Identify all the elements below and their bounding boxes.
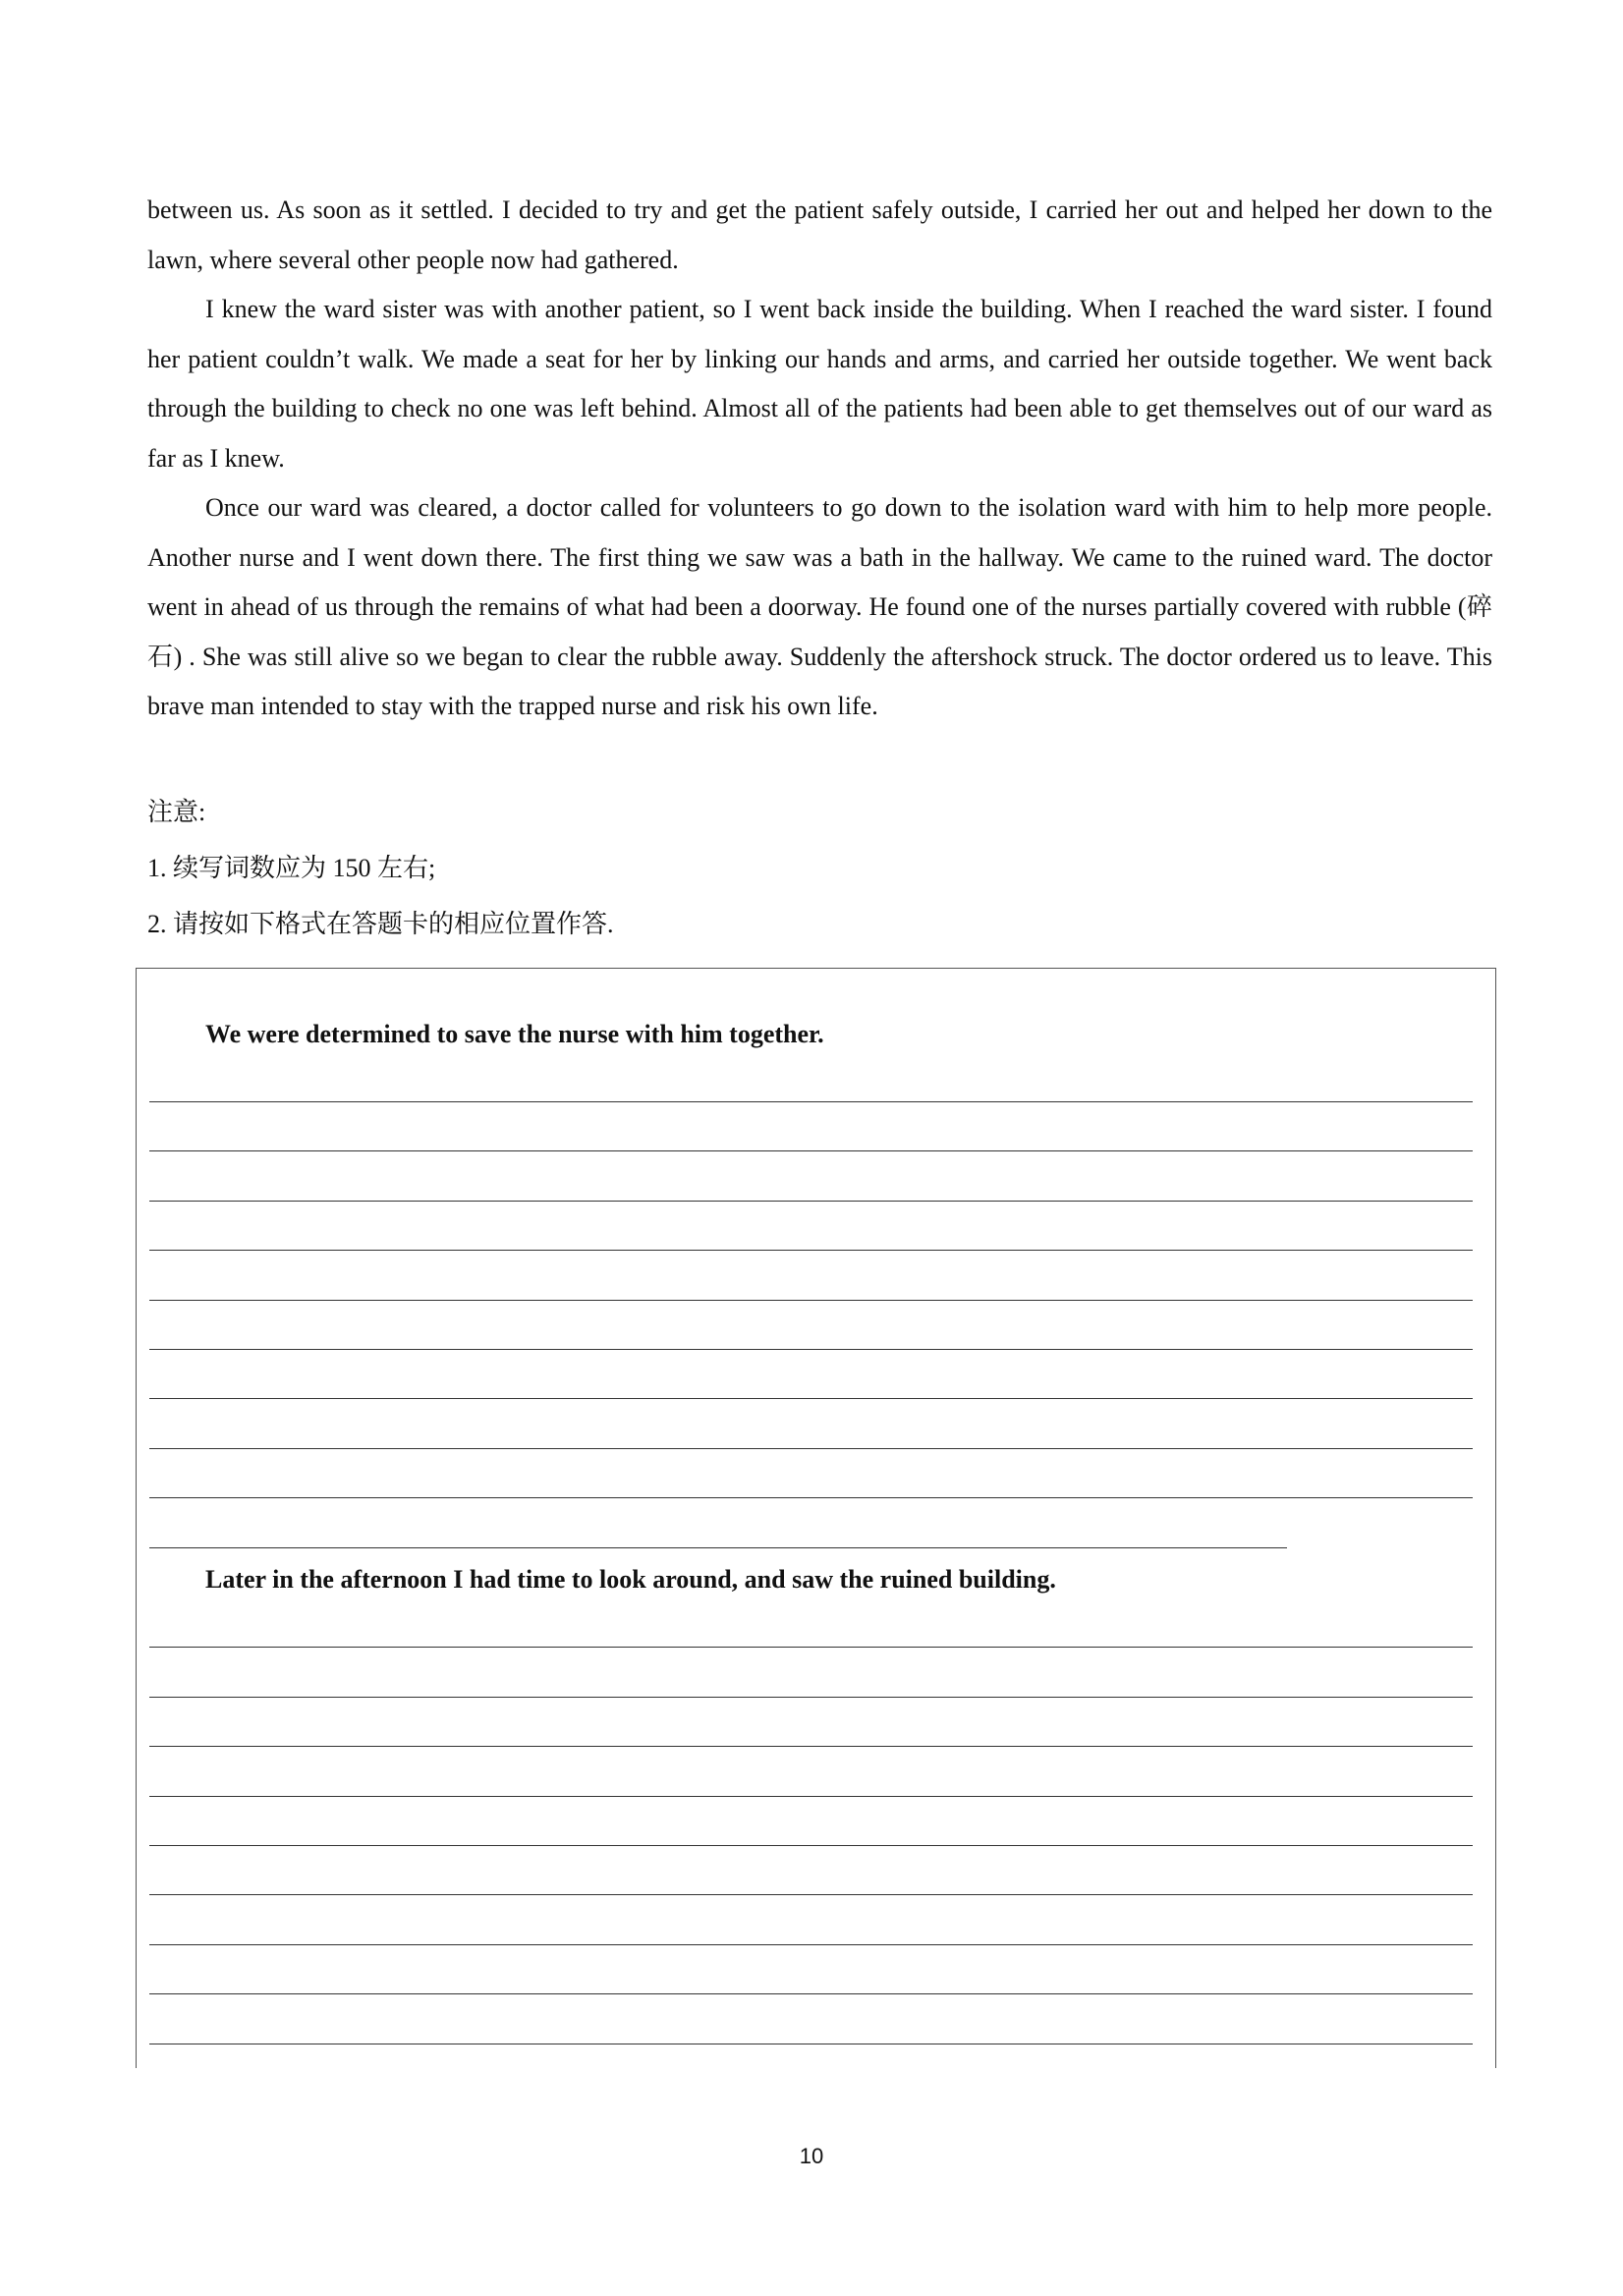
writing-line[interactable]: [149, 1746, 1473, 1747]
writing-line[interactable]: [149, 1497, 1473, 1498]
writing-line[interactable]: [149, 1150, 1473, 1151]
writing-line[interactable]: [149, 1944, 1473, 1945]
writing-line[interactable]: [149, 1547, 1287, 1548]
notes-heading: 注意:: [147, 798, 206, 826]
story-paragraph-1: between us. As soon as it settled. I decided to try and get the patient safely outside, I carried her out and helped her down to the lawn, where several other people now had gathered.: [147, 196, 1492, 274]
writing-line[interactable]: [149, 1250, 1473, 1251]
story-paragraph-2: I knew the ward sister was with another patient, so I went back inside the building. When I reached the ward sister. I found her patient couldn’t walk. We made a seat for her by linking our hands and arms, and carried her outside together. We went back through the building to check no one was left behind. Almost all of the patients had been able to get themselves out of our ward as far as I knew.: [147, 295, 1492, 473]
writing-line[interactable]: [149, 1101, 1473, 1102]
writing-line[interactable]: [149, 1845, 1473, 1846]
note-item-1: 1. 续写词数应为 150 左右;: [147, 854, 436, 882]
writing-line[interactable]: [149, 1697, 1473, 1698]
writing-line[interactable]: [149, 1796, 1473, 1797]
writing-line[interactable]: [149, 1201, 1473, 1202]
answer-box: [136, 968, 1496, 2068]
writing-line[interactable]: [149, 1894, 1473, 1895]
page-number: 10: [799, 2144, 824, 2168]
story-paragraph-3: Once our ward was cleared, a doctor called for volunteers to go down to the isolation ward with him to help more people. Another nurse and I went down there. The first thing we saw was a bath in the hallway. We came to the ruined ward. The doctor went in ahead of us through the remains of what had been a doorway. He found one of the nurses partially covered with rubble (碎石) . She was still alive so we began to clear the rubble away. Suddenly the aftershock struck. The doctor ordered us to leave. This brave man intended to stay with the trapped nurse and risk his own life.: [147, 493, 1492, 720]
writing-line[interactable]: [149, 1300, 1473, 1301]
writing-line[interactable]: [149, 1647, 1473, 1648]
writing-line[interactable]: [149, 1349, 1473, 1350]
note-item-2: 2. 请按如下格式在答题卡的相应位置作答.: [147, 910, 614, 938]
writing-line[interactable]: [149, 1448, 1473, 1449]
story-text: [147, 186, 1492, 732]
continuation-prompt-1: We were determined to save the nurse with him together.: [205, 1020, 824, 1048]
writing-line[interactable]: [149, 1398, 1473, 1399]
writing-line[interactable]: [149, 1993, 1473, 1994]
continuation-prompt-2: Later in the afternoon I had time to look around, and saw the ruined building.: [205, 1565, 1056, 1594]
